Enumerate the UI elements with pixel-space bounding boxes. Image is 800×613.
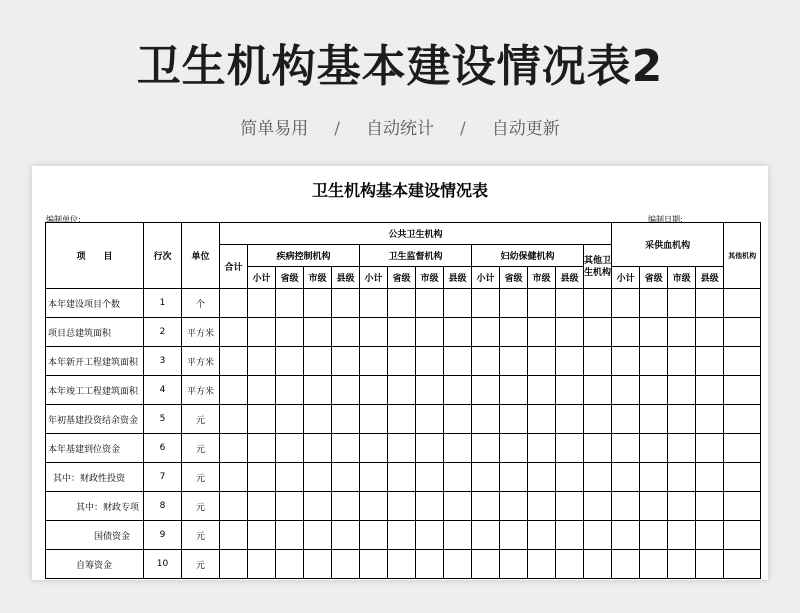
col-header-health-supervision: 卫生监督机构 xyxy=(360,245,472,267)
data-cell[interactable] xyxy=(416,521,444,550)
data-cell[interactable] xyxy=(528,550,556,579)
data-cell[interactable] xyxy=(696,289,724,318)
data-cell[interactable] xyxy=(304,550,332,579)
data-cell[interactable] xyxy=(220,434,248,463)
data-cell[interactable] xyxy=(556,347,584,376)
col-header-disease-control: 疾病控制机构 xyxy=(248,245,360,267)
feature-tags xyxy=(0,114,800,139)
table-row xyxy=(46,521,761,550)
data-cell[interactable] xyxy=(528,405,556,434)
data-cell[interactable] xyxy=(696,405,724,434)
compiling-date-label: 编制日期: xyxy=(648,215,683,224)
data-cell[interactable] xyxy=(556,376,584,405)
spreadsheet-preview xyxy=(32,166,768,580)
table-row xyxy=(46,550,761,579)
col-header-other: 其他机构 xyxy=(724,223,761,289)
data-cell[interactable] xyxy=(304,434,332,463)
data-cell[interactable] xyxy=(500,376,528,405)
data-cell[interactable] xyxy=(584,289,612,318)
row-unit: 个 xyxy=(182,289,220,318)
data-cell[interactable] xyxy=(528,463,556,492)
data-cell[interactable] xyxy=(696,463,724,492)
row-unit: 元 xyxy=(182,521,220,550)
data-cell[interactable] xyxy=(500,492,528,521)
data-cell[interactable] xyxy=(248,492,276,521)
data-cell[interactable] xyxy=(416,463,444,492)
data-cell[interactable] xyxy=(696,492,724,521)
data-cell[interactable] xyxy=(528,492,556,521)
data-cell[interactable] xyxy=(304,289,332,318)
data-cell[interactable] xyxy=(668,463,696,492)
col-header-unit: 单位 xyxy=(182,223,220,289)
data-cell[interactable] xyxy=(640,289,668,318)
data-cell[interactable] xyxy=(444,318,472,347)
data-cell[interactable] xyxy=(332,521,360,550)
data-cell[interactable] xyxy=(612,347,640,376)
data-cell[interactable] xyxy=(472,434,500,463)
sub-header-subtotal: 小计 xyxy=(612,267,640,289)
data-cell[interactable] xyxy=(584,521,612,550)
data-cell[interactable] xyxy=(416,434,444,463)
data-cell[interactable] xyxy=(472,318,500,347)
data-cell[interactable] xyxy=(304,347,332,376)
data-cell[interactable] xyxy=(528,347,556,376)
data-cell[interactable] xyxy=(696,521,724,550)
data-cell[interactable] xyxy=(248,550,276,579)
page-title: 卫生机构基本建设情况表2 xyxy=(136,41,664,92)
data-cell[interactable] xyxy=(304,492,332,521)
data-cell[interactable] xyxy=(612,492,640,521)
data-cell[interactable] xyxy=(612,550,640,579)
data-cell[interactable] xyxy=(360,550,388,579)
data-cell[interactable] xyxy=(640,318,668,347)
data-cell[interactable] xyxy=(248,405,276,434)
table-row xyxy=(46,463,761,492)
data-cell[interactable] xyxy=(668,347,696,376)
data-cell[interactable] xyxy=(668,289,696,318)
table-row xyxy=(46,492,761,521)
data-cell[interactable] xyxy=(724,347,761,376)
data-cell[interactable] xyxy=(556,434,584,463)
data-cell[interactable] xyxy=(472,463,500,492)
data-cell[interactable] xyxy=(276,347,304,376)
row-item-label: 项目总建筑面积 xyxy=(46,318,144,347)
data-cell[interactable] xyxy=(500,521,528,550)
data-cell[interactable] xyxy=(500,289,528,318)
data-cell[interactable] xyxy=(444,376,472,405)
data-cell[interactable] xyxy=(332,434,360,463)
table-row xyxy=(46,434,761,463)
data-cell[interactable] xyxy=(248,434,276,463)
row-item-label: 本年新开工程建筑面积 xyxy=(46,347,144,376)
table-row xyxy=(46,318,761,347)
row-number: 8 xyxy=(144,492,182,521)
data-cell[interactable] xyxy=(388,376,416,405)
data-cell[interactable] xyxy=(724,289,761,318)
col-header-row-no: 行次 xyxy=(144,223,182,289)
data-cell[interactable] xyxy=(332,492,360,521)
data-cell[interactable] xyxy=(388,492,416,521)
data-cell[interactable] xyxy=(640,347,668,376)
data-cell[interactable] xyxy=(584,550,612,579)
data-cell[interactable] xyxy=(640,405,668,434)
data-cell[interactable] xyxy=(416,405,444,434)
data-cell[interactable] xyxy=(276,463,304,492)
data-cell[interactable] xyxy=(220,550,248,579)
sub-header-province: 省级 xyxy=(388,267,416,289)
data-cell[interactable] xyxy=(472,347,500,376)
data-cell[interactable] xyxy=(276,318,304,347)
col-header-public-health: 公共卫生机构 xyxy=(220,223,612,245)
data-cell[interactable] xyxy=(472,289,500,318)
data-cell[interactable] xyxy=(304,318,332,347)
data-cell[interactable] xyxy=(248,521,276,550)
data-cell[interactable] xyxy=(472,521,500,550)
data-cell[interactable] xyxy=(640,434,668,463)
data-cell[interactable] xyxy=(276,376,304,405)
data-cell[interactable] xyxy=(332,463,360,492)
data-cell[interactable] xyxy=(220,463,248,492)
data-cell[interactable] xyxy=(668,318,696,347)
data-cell[interactable] xyxy=(556,550,584,579)
data-cell[interactable] xyxy=(584,376,612,405)
table-row xyxy=(46,376,761,405)
data-cell[interactable] xyxy=(528,376,556,405)
data-cell[interactable] xyxy=(556,405,584,434)
data-cell[interactable] xyxy=(668,521,696,550)
data-cell[interactable] xyxy=(584,463,612,492)
data-cell[interactable] xyxy=(724,492,761,521)
data-cell[interactable] xyxy=(612,434,640,463)
data-cell[interactable] xyxy=(472,376,500,405)
data-cell[interactable] xyxy=(472,492,500,521)
data-cell[interactable] xyxy=(640,550,668,579)
data-cell[interactable] xyxy=(332,550,360,579)
data-cell[interactable] xyxy=(388,521,416,550)
row-number: 5 xyxy=(144,405,182,434)
data-cell[interactable] xyxy=(556,318,584,347)
data-cell[interactable] xyxy=(528,434,556,463)
data-cell[interactable] xyxy=(416,550,444,579)
row-unit: 元 xyxy=(182,463,220,492)
col-header-maternal-child: 妇幼保健机构 xyxy=(472,245,584,267)
col-header-item: 项 目 xyxy=(46,223,144,289)
data-cell[interactable] xyxy=(220,492,248,521)
data-cell[interactable] xyxy=(640,463,668,492)
table-row xyxy=(46,289,761,318)
data-cell[interactable] xyxy=(416,376,444,405)
data-cell[interactable] xyxy=(276,434,304,463)
data-cell[interactable] xyxy=(640,521,668,550)
data-cell[interactable] xyxy=(444,434,472,463)
data-cell[interactable] xyxy=(360,405,388,434)
data-cell[interactable] xyxy=(528,318,556,347)
data-cell[interactable] xyxy=(360,376,388,405)
data-cell[interactable] xyxy=(696,318,724,347)
data-cell[interactable] xyxy=(472,405,500,434)
data-cell[interactable] xyxy=(500,405,528,434)
data-cell[interactable] xyxy=(472,550,500,579)
data-cell[interactable] xyxy=(388,463,416,492)
data-cell[interactable] xyxy=(276,550,304,579)
data-cell[interactable] xyxy=(444,289,472,318)
data-cell[interactable] xyxy=(724,405,761,434)
data-cell[interactable] xyxy=(360,492,388,521)
data-cell[interactable] xyxy=(528,289,556,318)
data-cell[interactable] xyxy=(444,463,472,492)
tag-auto-statistics: 自动统计 xyxy=(366,119,434,139)
data-cell[interactable] xyxy=(276,521,304,550)
col-header-blood: 采供血机构 xyxy=(612,223,724,267)
data-cell[interactable] xyxy=(444,347,472,376)
sub-header-subtotal: 小计 xyxy=(248,267,276,289)
compiling-unit-label: 编制单位: xyxy=(46,215,81,224)
data-cell[interactable] xyxy=(668,376,696,405)
row-number: 1 xyxy=(144,289,182,318)
row-item-label: 本年建设项目个数 xyxy=(46,289,144,318)
data-cell[interactable] xyxy=(332,376,360,405)
data-cell[interactable] xyxy=(360,521,388,550)
data-cell[interactable] xyxy=(584,405,612,434)
data-cell[interactable] xyxy=(556,521,584,550)
row-item-label: 本年基建到位资金 xyxy=(46,434,144,463)
data-cell[interactable] xyxy=(500,434,528,463)
tag-auto-update: 自动更新 xyxy=(491,119,560,139)
data-cell[interactable] xyxy=(248,289,276,318)
row-number: 6 xyxy=(144,434,182,463)
data-cell[interactable] xyxy=(444,405,472,434)
construction-table xyxy=(45,222,761,579)
sub-header-province: 省级 xyxy=(500,267,528,289)
col-header-total: 合计 xyxy=(220,245,248,289)
row-unit: 元 xyxy=(182,492,220,521)
data-cell[interactable] xyxy=(668,434,696,463)
data-cell[interactable] xyxy=(612,405,640,434)
data-cell[interactable] xyxy=(388,318,416,347)
col-header-other-public: 其他卫生机构 xyxy=(584,245,612,289)
data-cell[interactable] xyxy=(724,463,761,492)
data-cell[interactable] xyxy=(668,405,696,434)
data-cell[interactable] xyxy=(388,550,416,579)
sub-header-province: 省级 xyxy=(640,267,668,289)
data-cell[interactable] xyxy=(416,347,444,376)
data-cell[interactable] xyxy=(388,405,416,434)
data-cell[interactable] xyxy=(584,318,612,347)
data-cell[interactable] xyxy=(416,289,444,318)
data-cell[interactable] xyxy=(248,376,276,405)
data-cell[interactable] xyxy=(304,376,332,405)
data-cell[interactable] xyxy=(360,318,388,347)
data-cell[interactable] xyxy=(248,318,276,347)
row-number: 4 xyxy=(144,376,182,405)
data-cell[interactable] xyxy=(360,434,388,463)
data-cell[interactable] xyxy=(276,289,304,318)
data-cell[interactable] xyxy=(696,550,724,579)
sub-header-city: 市级 xyxy=(668,267,696,289)
data-cell[interactable] xyxy=(612,521,640,550)
row-item-label: 年初基建投资结余资金 xyxy=(46,405,144,434)
data-cell[interactable] xyxy=(220,289,248,318)
data-cell[interactable] xyxy=(248,347,276,376)
data-cell[interactable] xyxy=(220,318,248,347)
data-cell[interactable] xyxy=(332,318,360,347)
table-row xyxy=(46,347,761,376)
data-cell[interactable] xyxy=(360,289,388,318)
data-cell[interactable] xyxy=(360,463,388,492)
data-cell[interactable] xyxy=(444,550,472,579)
data-cell[interactable] xyxy=(248,463,276,492)
row-number: 9 xyxy=(144,521,182,550)
sub-header-subtotal: 小计 xyxy=(472,267,500,289)
data-cell[interactable] xyxy=(304,405,332,434)
sub-header-city: 市级 xyxy=(304,267,332,289)
data-cell[interactable] xyxy=(444,521,472,550)
data-cell[interactable] xyxy=(388,289,416,318)
sheet-title: 卫生机构基本建设情况表 xyxy=(311,181,488,200)
data-cell[interactable] xyxy=(388,434,416,463)
data-cell[interactable] xyxy=(332,347,360,376)
data-cell[interactable] xyxy=(724,521,761,550)
data-cell[interactable] xyxy=(584,492,612,521)
sub-header-county: 县级 xyxy=(444,267,472,289)
data-cell[interactable] xyxy=(724,318,761,347)
data-cell[interactable] xyxy=(724,376,761,405)
data-cell[interactable] xyxy=(304,463,332,492)
data-cell[interactable] xyxy=(416,492,444,521)
row-item-label: 其中：财政专项 xyxy=(46,492,144,521)
data-cell[interactable] xyxy=(220,347,248,376)
data-cell[interactable] xyxy=(416,318,444,347)
sub-header-county: 县级 xyxy=(696,267,724,289)
data-cell[interactable] xyxy=(556,463,584,492)
row-number: 3 xyxy=(144,347,182,376)
data-cell[interactable] xyxy=(668,492,696,521)
data-cell[interactable] xyxy=(668,550,696,579)
data-cell[interactable] xyxy=(696,434,724,463)
row-unit: 元 xyxy=(182,550,220,579)
data-cell[interactable] xyxy=(640,376,668,405)
data-cell[interactable] xyxy=(332,405,360,434)
data-cell[interactable] xyxy=(500,463,528,492)
data-cell[interactable] xyxy=(388,347,416,376)
data-cell[interactable] xyxy=(612,463,640,492)
data-cell[interactable] xyxy=(696,376,724,405)
row-unit: 平方米 xyxy=(182,318,220,347)
tag-easy-to-use: 简单易用 xyxy=(240,119,309,139)
data-cell[interactable] xyxy=(556,289,584,318)
row-item-label: 其中：财政性投资 xyxy=(46,463,144,492)
data-cell[interactable] xyxy=(612,376,640,405)
data-cell[interactable] xyxy=(612,318,640,347)
row-number: 2 xyxy=(144,318,182,347)
data-cell[interactable] xyxy=(640,492,668,521)
data-cell[interactable] xyxy=(220,376,248,405)
row-item-label: 本年竣工工程建筑面积 xyxy=(46,376,144,405)
data-cell[interactable] xyxy=(276,492,304,521)
data-cell[interactable] xyxy=(220,405,248,434)
data-cell[interactable] xyxy=(724,434,761,463)
data-cell[interactable] xyxy=(612,289,640,318)
data-cell[interactable] xyxy=(500,347,528,376)
sub-header-subtotal: 小计 xyxy=(360,267,388,289)
row-unit: 平方米 xyxy=(182,347,220,376)
data-cell[interactable] xyxy=(696,347,724,376)
sub-header-county: 县级 xyxy=(556,267,584,289)
tag-separator: / xyxy=(334,119,340,139)
row-item-label: 自筹资金 xyxy=(46,550,144,579)
row-number: 10 xyxy=(144,550,182,579)
row-number: 7 xyxy=(144,463,182,492)
sub-header-city: 市级 xyxy=(416,267,444,289)
sub-header-county: 县级 xyxy=(332,267,360,289)
data-cell[interactable] xyxy=(556,492,584,521)
data-cell[interactable] xyxy=(500,550,528,579)
row-unit: 元 xyxy=(182,405,220,434)
data-cell[interactable] xyxy=(724,550,761,579)
row-unit: 元 xyxy=(182,434,220,463)
row-unit: 平方米 xyxy=(182,376,220,405)
data-cell[interactable] xyxy=(528,521,556,550)
data-cell[interactable] xyxy=(304,521,332,550)
tag-separator: / xyxy=(460,119,466,139)
data-cell[interactable] xyxy=(360,347,388,376)
data-cell[interactable] xyxy=(220,521,248,550)
table-row xyxy=(46,405,761,434)
sub-header-province: 省级 xyxy=(276,267,304,289)
data-cell[interactable] xyxy=(276,405,304,434)
sub-header-city: 市级 xyxy=(528,267,556,289)
data-cell[interactable] xyxy=(584,347,612,376)
data-cell[interactable] xyxy=(332,289,360,318)
data-cell[interactable] xyxy=(500,318,528,347)
data-cell[interactable] xyxy=(584,434,612,463)
row-item-label: 国债资金 xyxy=(46,521,144,550)
data-cell[interactable] xyxy=(444,492,472,521)
